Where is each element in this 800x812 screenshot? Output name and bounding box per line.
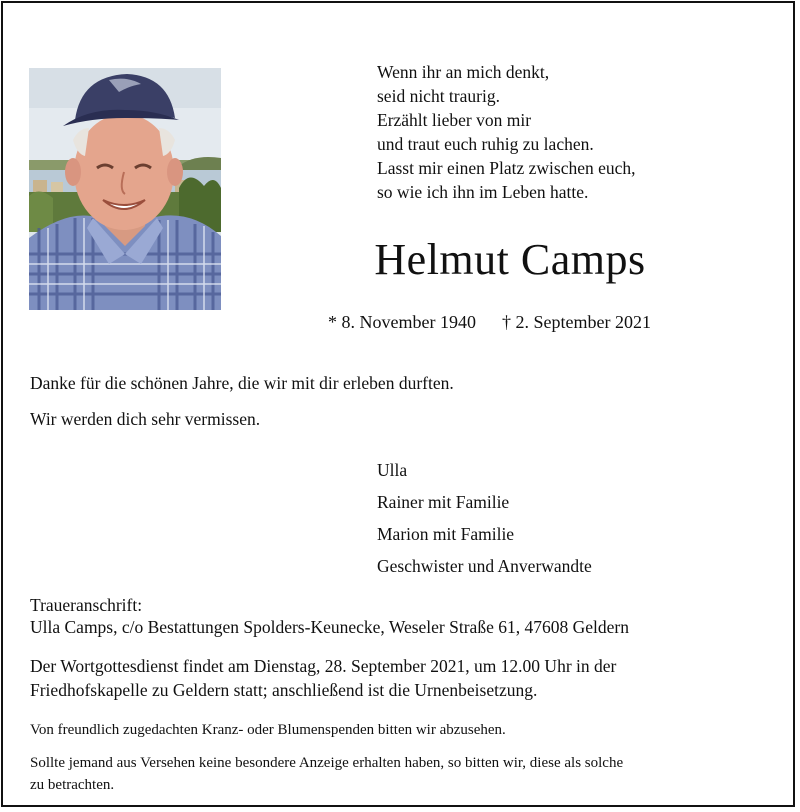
- life-dates: [328, 310, 651, 334]
- service-line: Friedhofskapelle zu Geldern statt; anschließend ist die Urnenbeisetzung.: [30, 680, 538, 700]
- portrait-photo-image: [29, 68, 221, 310]
- poem-line: seid nicht traurig.: [377, 86, 500, 106]
- poem-line: Wenn ihr an mich denkt,: [377, 62, 550, 82]
- poem-line: Lasst mir einen Platz zwischen euch,: [377, 158, 636, 178]
- portrait-photo: [29, 68, 221, 310]
- thanks-line: Danke für die schönen Jahre, die wir mit dir erleben durften.: [30, 373, 454, 393]
- miss-you-line: Wir werden dich sehr vermissen.: [30, 409, 261, 429]
- mourner-name: Rainer mit Familie: [377, 492, 510, 512]
- poem-line: Erzählt lieber von mir: [377, 110, 532, 130]
- birth-date: * 8. November 1940: [328, 312, 476, 332]
- service-line: Der Wortgottesdienst findet am Dienstag, 28. September 2021, um 12.00 Uhr in der: [30, 656, 617, 676]
- poem: [377, 60, 707, 204]
- mourner-name: Marion mit Familie: [377, 524, 515, 544]
- announcement-line: Sollte jemand aus Versehen keine besondere Anzeige erhalten haben, so bitten wir, diese als solche: [30, 755, 624, 771]
- poem-line: so wie ich ihn im Leben hatte.: [377, 182, 589, 202]
- announcement-line: zu betrachten.: [30, 777, 115, 793]
- mourners-list: [377, 458, 592, 586]
- poem-line: und traut euch ruhig zu lachen.: [377, 134, 594, 154]
- mourner-name: Ulla: [377, 460, 408, 480]
- death-date: † 2. September 2021: [501, 312, 651, 332]
- address-heading: Traueranschrift:: [30, 595, 143, 615]
- address-text: Ulla Camps, c/o Bestattungen Spolders-Keunecke, Weseler Straße 61, 47608 Geldern: [30, 617, 629, 637]
- mourner-name: Geschwister und Anverwandte: [377, 556, 592, 576]
- announcement-note: [30, 752, 770, 796]
- flowers-note: Von freundlich zugedachten Kranz- oder Blumenspenden bitten wir abzusehen.: [30, 722, 506, 738]
- mourning-address: [30, 594, 770, 638]
- service-announcement: [30, 654, 770, 702]
- deceased-name: Helmut Camps: [374, 235, 646, 284]
